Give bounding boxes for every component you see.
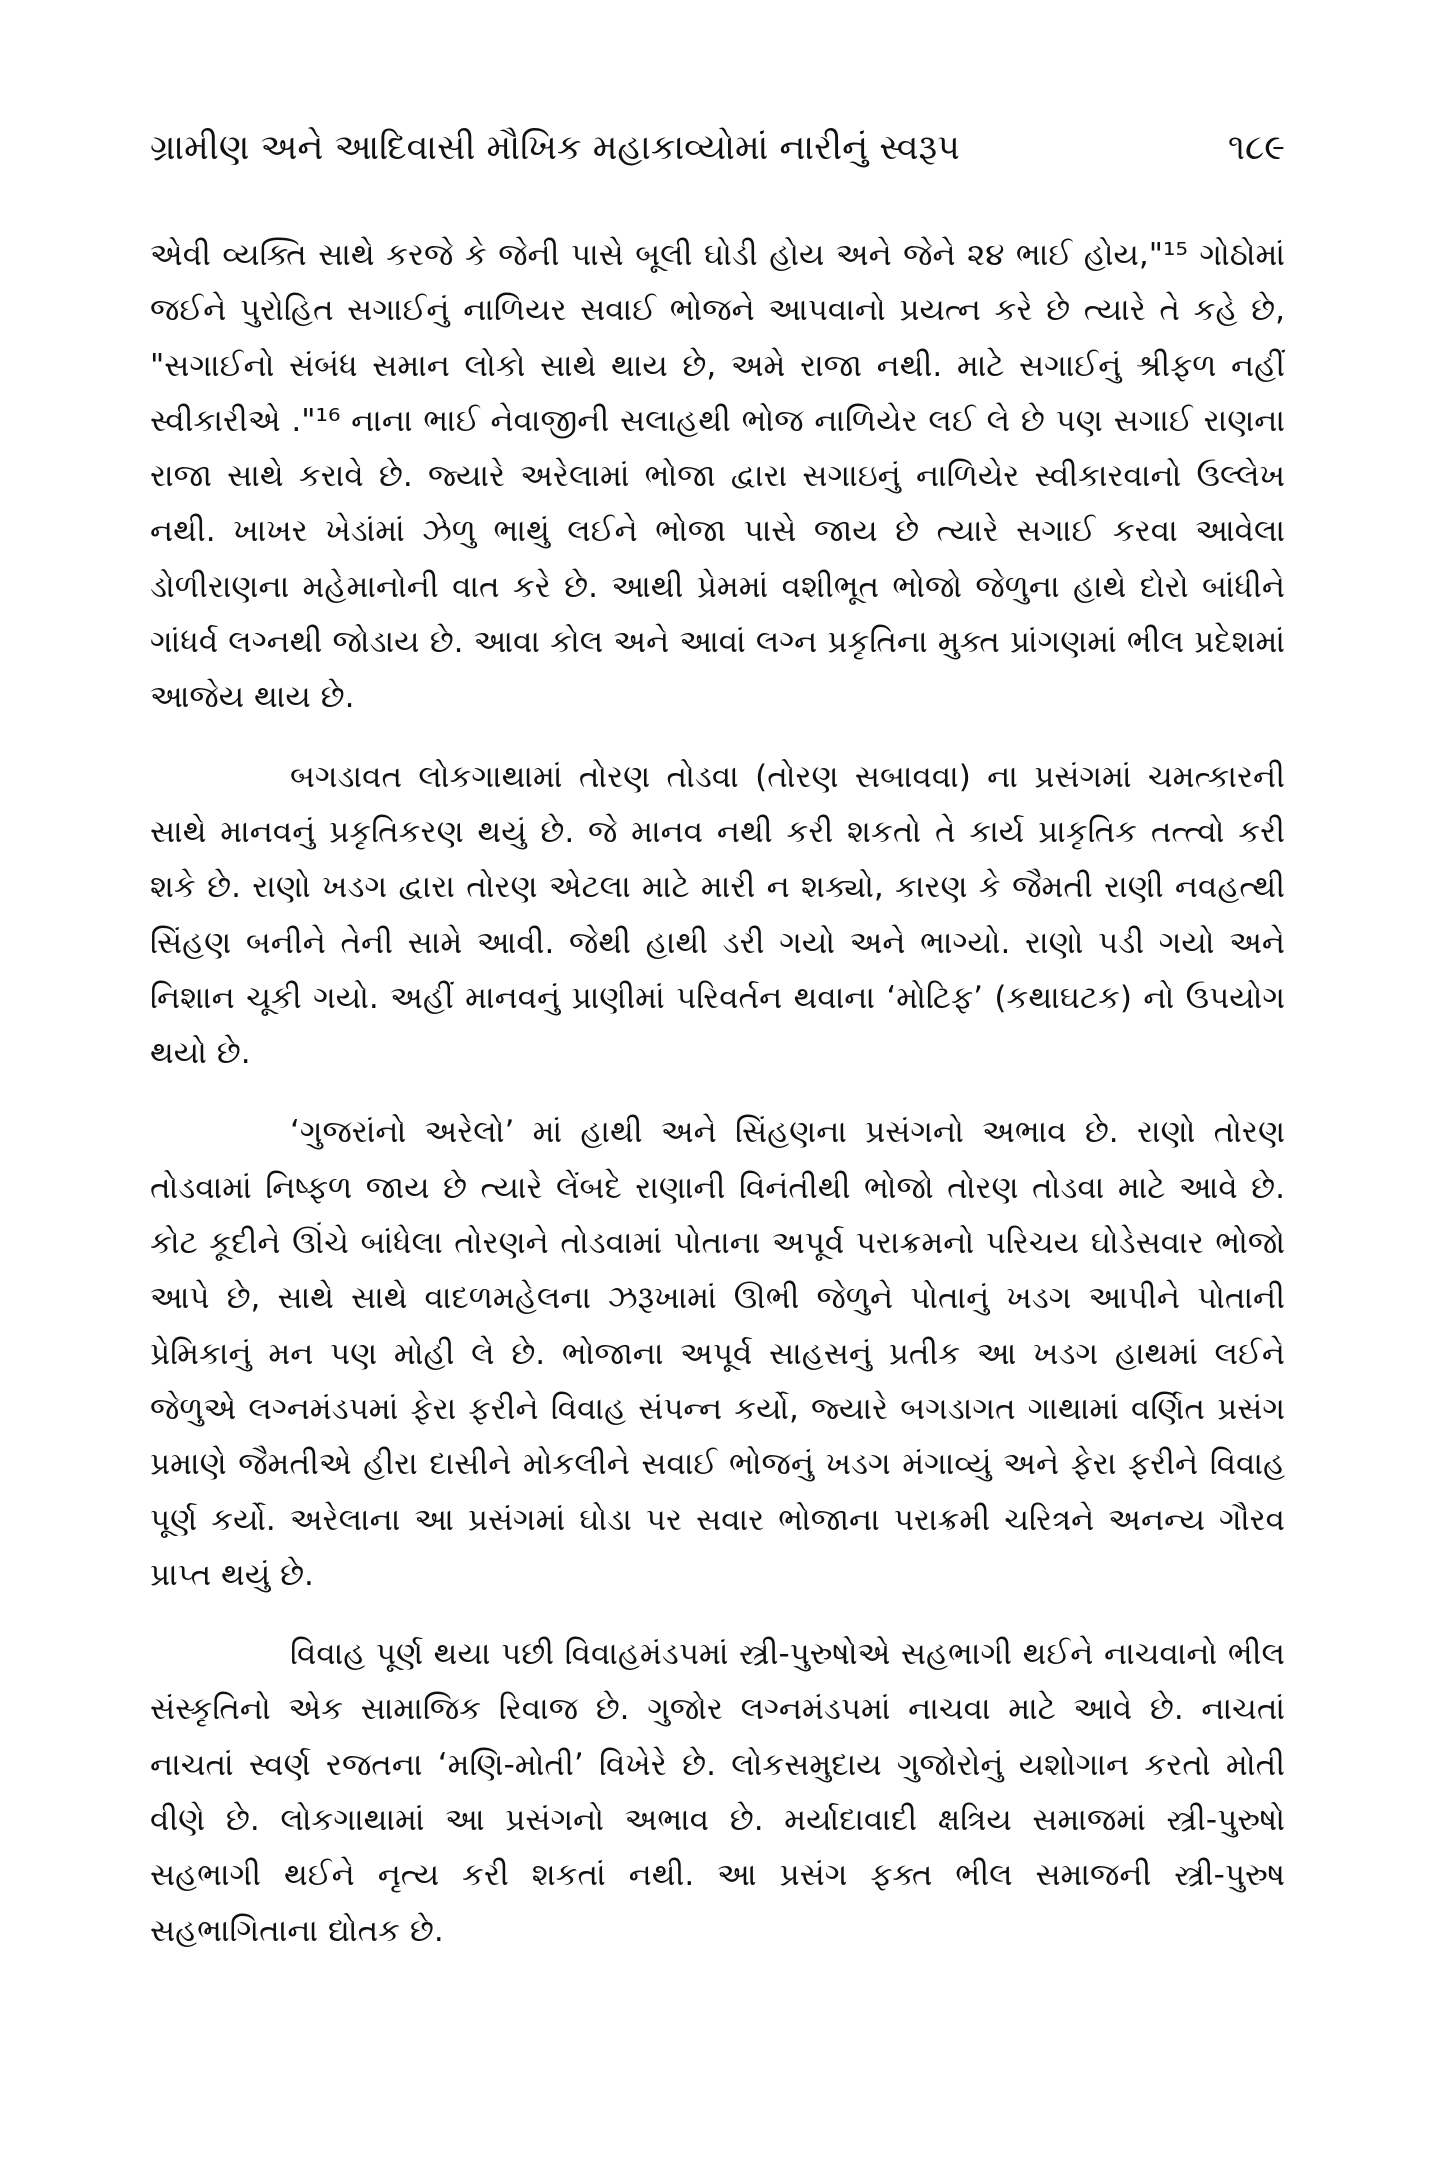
paragraph-4: વિવાહ પૂર્ણ થયા પછી વિવાહમંડપમાં સ્ત્રી-પુરુષોએ સહભાગી થઈને નાચવાનો ભીલ સંસ્કૃતિનો એક સામાજિક રિવાજ છે. ગુજોર લગ્નમંડપમાં નાચવા માટે આવે છે. નાચતાં નાચતાં સ્વર્ણ રજતના ‘મણિ-મોતી’ વિખેરે છે. લોકસમુદાય ગુજોરોનું યશોગાન કરતો મોતી વીણે છે. લોકગાથામાં આ પ્રસંગનો અભાવ છે. મર્યાદાવાદી ક્ષત્રિય સમાજમાં સ્ત્રી-પુરુષો સહભાગી થઈને નૃત્ય કરી શકતાં નથી. આ પ્રસંગ ફક્ત ભીલ સમાજની સ્ત્રી-પુરુષ સહભાગિતાના દ્યોતક છે. (150, 1636, 1285, 1949)
body-text (150, 228, 1285, 1959)
paragraph-3: ‘ગુજરાંનો અરેલો’ માં હાથી અને સિંહણના પ્રસંગનો અભાવ છે. રાણો તોરણ તોડવામાં નિષ્ફળ જાય છે ત્યારે લેંબદે રાણાની વિનંતીથી ભોજો તોરણ તોડવા માટે આવે છે. કોટ કૂદીને ઊંચે બાંધેલા તોરણને તોડવામાં પોતાના અપૂર્વ પરાક્રમનો પરિચય ઘોડેસવાર ભોજો આપે છે, સાથે સાથે વાદળમહેલના ઝરૂખામાં ઊભી જેળુને પોતાનું ખડગ આપીને પોતાની પ્રેમિકાનું મન પણ મોહી લે છે. ભોજાના અપૂર્વ સાહસનું પ્રતીક આ ખડગ હાથમાં લઈને જેળુએ લગ્નમંડપમાં ફેરા ફરીને વિવાહ સંપન્ન કર્યો, જ્યારે બગડાગત ગાથામાં વર્ણિત પ્રસંગ પ્રમાણે જૈમતીએ હીરા દાસીને મોકલીને સવાઈ ભોજનું ખડગ મંગાવ્યું અને ફેરા ફરીને વિવાહ પૂર્ણ કર્યો. અરેલાના આ પ્રસંગમાં ઘોડા પર સવાર ભોજાના પરાક્રમી ચરિત્રને અનન્ય ગૌરવ પ્રાપ્ત થયું છે. (150, 1114, 1285, 1593)
page-number: ૧૮૯ (1227, 128, 1285, 168)
paragraph-1: એવી વ્યક્તિ સાથે કરજે કે જેની પાસે બૂલી ઘોડી હોય અને જેને ૨૪ ભાઈ હોય,"¹⁵ ગોઠોમાં જઈને પુરોહિત સગાઈનું નાળિયર સવાઈ ભોજને આપવાનો પ્રયત્ન કરે છે ત્યારે તે કહે છે, "સગાઈનો સંબંધ સમાન લોકો સાથે થાય છે, અમે રાજા નથી. માટે સગાઈનું શ્રીફળ નહીં સ્વીકારીએ ."¹⁶ નાના ભાઈ નેવાજીની સલાહથી ભોજ નાળિયેર લઈ લે છે પણ સગાઈ રાણના રાજા સાથે કરાવે છે. જ્યારે અરેલામાં ભોજા દ્વારા સગાઇનું નાળિયેર સ્વીકારવાનો ઉલ્લેખ નથી. ખાખર ખેડાંમાં ઝેળુ ભાથું લઈને ભોજા પાસે જાય છે ત્યારે સગાઈ કરવા આવેલા ડોળીરાણના મહેમાનોની વાત કરે છે. આથી પ્રેમમાં વશીભૂત ભોજો જેળુના હાથે દોરો બાંધીને ગાંધર્વ લગ્નથી જોડાય છે. આવા કોલ અને આવાં લગ્ન પ્રકૃતિના મુક્ત પ્રાંગણમાં ભીલ પ્રદેશમાં આજેય થાય છે. (150, 237, 1286, 716)
paragraph-2: બગડાવત લોકગાથામાં તોરણ તોડવા (તોરણ સબાવવા) ના પ્રસંગમાં ચમત્કારની સાથે માનવનું પ્રકૃતિકરણ થયું છે. જે માનવ નથી કરી શકતો તે કાર્ય પ્રાકૃતિક તત્ત્વો કરી શકે છે. રાણો ખડગ દ્વારા તોરણ એટલા માટે મારી ન શક્યો, કારણ કે જૈમતી રાણી નવહત્થી સિંહણ બનીને તેની સામે આવી. જેથી હાથી ડરી ગયો અને ભાગ્યો. રાણો પડી ગયો અને નિશાન ચૂકી ગયો. અહીં માનવનું પ્રાણીમાં પરિવર્તન થવાના ‘મોટિફ’ (કથાઘટક) નો ઉપયોગ થયો છે. (150, 758, 1285, 1072)
header-title: ગ્રામીણ અને આદિવાસી મૌખિક મહાકાવ્યોમાં નારીનું સ્વરૂપ (150, 128, 960, 168)
running-header (150, 128, 1285, 188)
